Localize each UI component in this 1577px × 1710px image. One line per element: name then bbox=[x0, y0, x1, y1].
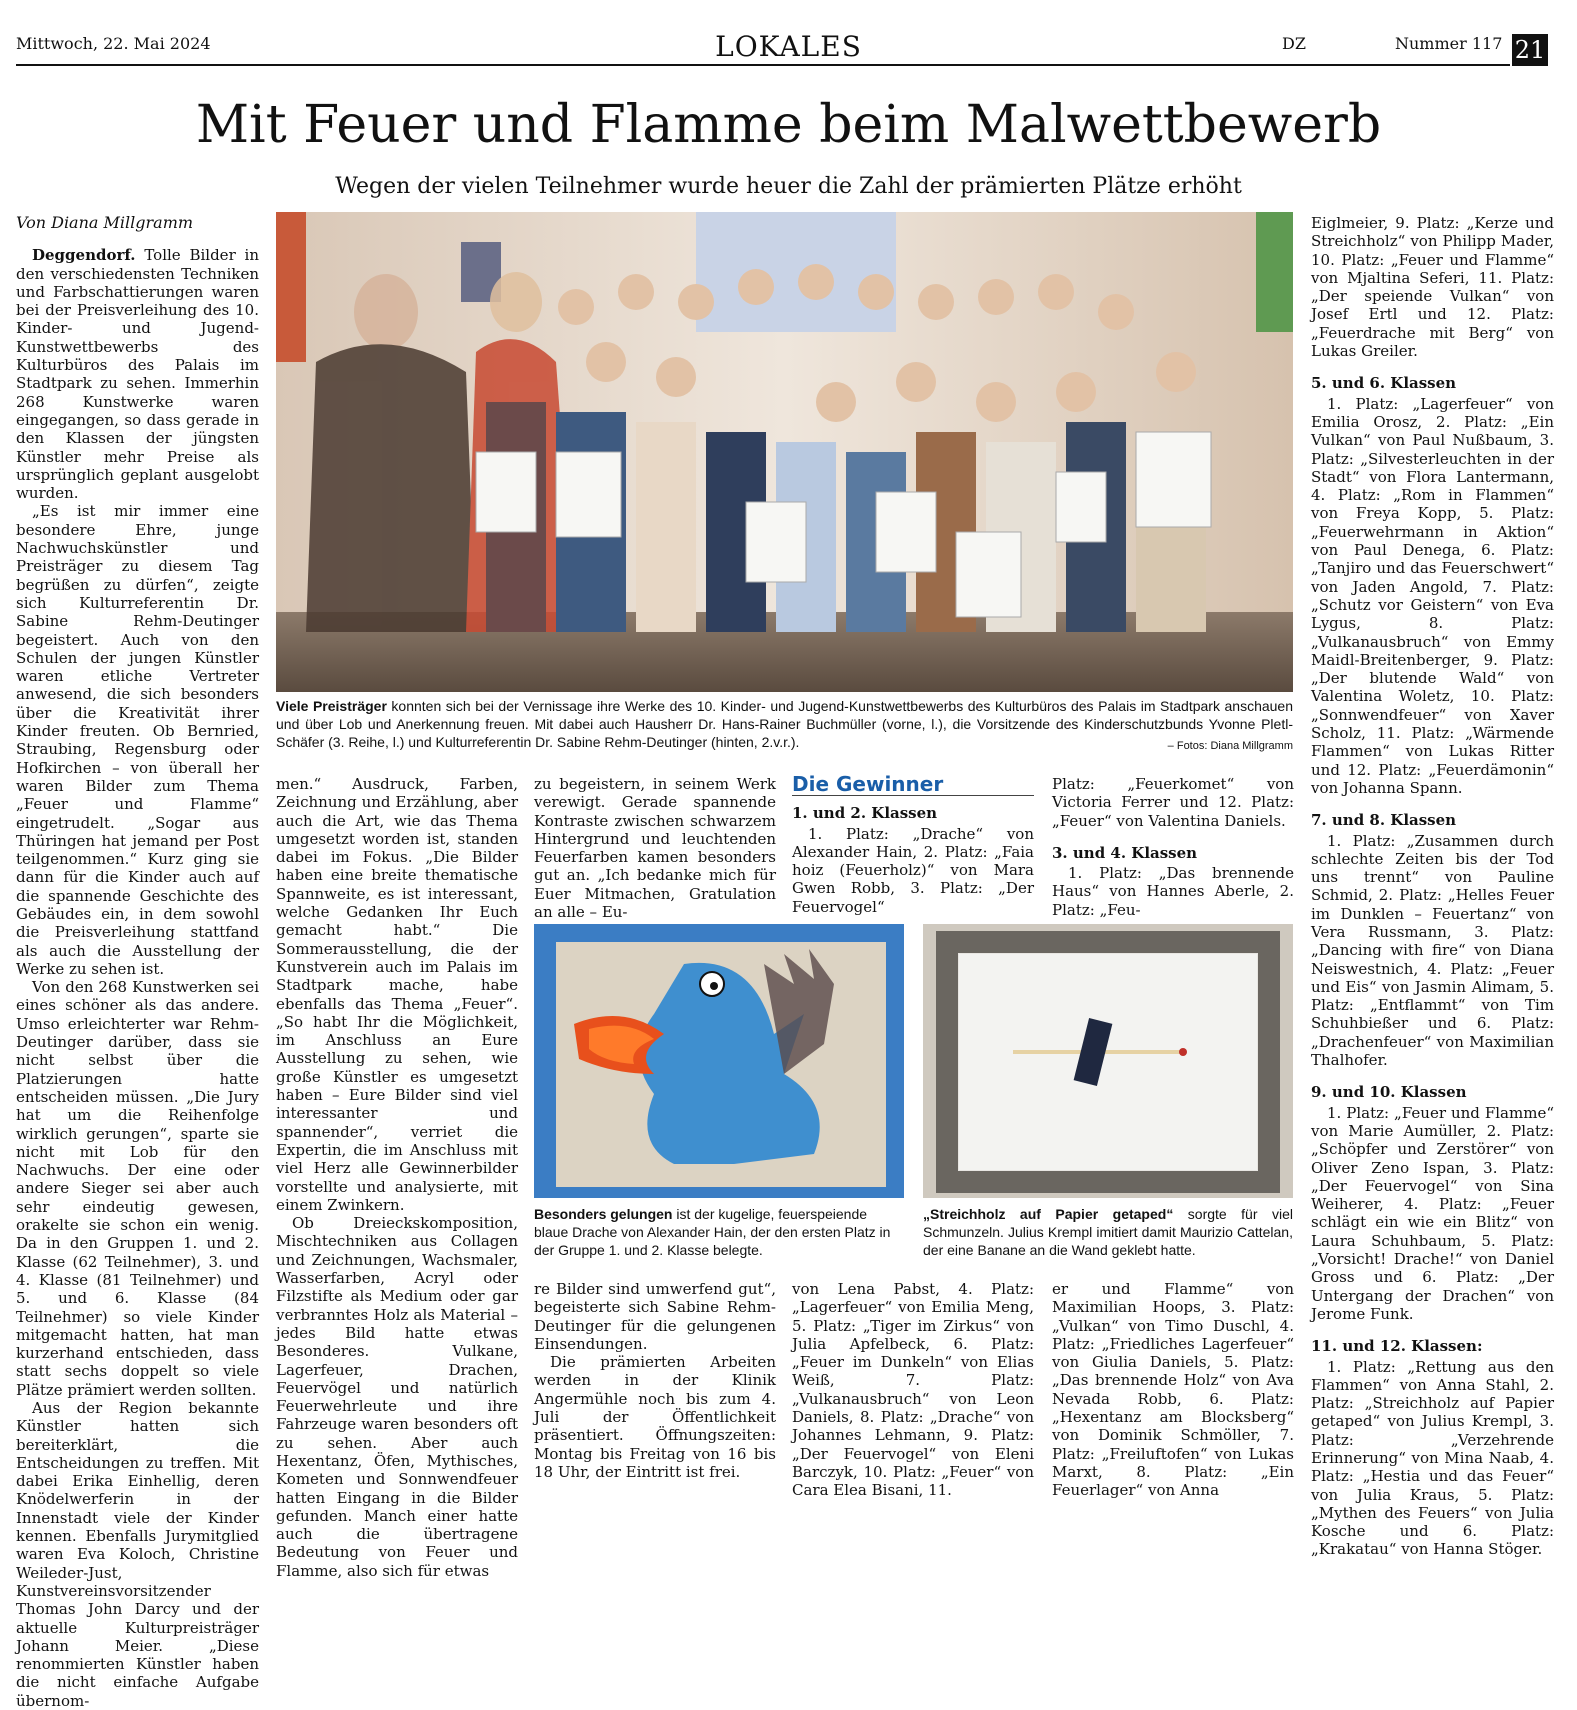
dragon-photo-caption bbox=[534, 1205, 904, 1259]
winners-box-title: Die Gewinner bbox=[792, 775, 1034, 796]
paragraph: Aus der Region bekannte Künstler hatten sich bereiterklärt, die Entscheidungen zu treffen. Mit dabei Erika Einhellig, deren Knödelwerferin in der Innenstadt viele der Kinder kennen. Ebenfalls Jurymitglied waren Eva Koloch, Christine Weileder-Just, Kunstvereinsvorsitzender Thomas John Darcy und der aktuelle Kulturpreisträger Johann Meier. „Diese renommierten Künstler haben die nicht einfache Aufgabe übernom- bbox=[16, 1399, 259, 1710]
issue-number: Nummer 117 bbox=[1395, 34, 1503, 53]
paragraph: Tolle Bilder in den verschiedensten Techniken und Farbschattierungen waren bei der Preisverleihung des 10. Kinder- und Jugend-Kunstwettbewerbs des Kulturbüros des Palais im Stadtpark zu sehen. Immerhin 268 Kunstwerke waren eingegangen, so dass gerade in den Klassen der jüngsten Künstler mehr Preise als ursprünglich geplant ausgelobt wurden. bbox=[16, 246, 259, 503]
paragraph: Ob Dreieckskomposition, Mischtechniken aus Collagen und Zeichnungen, Wachsmaler, Wasserfarben, Acryl oder Filzstifte als Medium oder gar verbranntes Holz als Material – jedes Bild hatte etwas Besonderes. Vulkane, Lagerfeuer, Drachen, Feuervögel und natürlich Feuerwehrleute und ihre Fahrzeuge waren besonders oft zu sehen. Aber auch Hexentanz, Öfen, Mythisches, Kometen und Sonnwendfeuer hatten Eingang in die Bilder gefunden. Manch einer hatte auch die übertragene Bedeutung von Feuer und Flamme, also sich für etwas bbox=[276, 1214, 518, 1580]
photo-credit: – Fotos: Diana Millgramm bbox=[1167, 740, 1293, 752]
winners-list: 1. Platz: „Lagerfeuer“ von Emilia Orosz, 2. Platz: „Ein Vulkan“ von Paul Nußbaum, 3. Platz: „Silvesterleuchten in der Stadt“ von Flora Lantermann, 4. Platz: „Rom in Flammen“ von Freya Kopp, 5. Platz: „Feuerwehrmann in Aktion“ von Paul Denega, 6. Platz: „Tanjiro und das Feuerschwert“ von Jaden Angold, 7. Platz: „Schutz vor Geistern“ von Eva Lygus, 8. Platz: „Vulkanausbruch“ von Emmy Maidl-Breitenberger, 9. Platz: „Der blutende Wald“ von Valentina Woletz, 10. Platz: „Sonnwendfeuer“ von Xaver Scholz, 11. Platz: „Wärmende Flammen“ von Lukas Ritter und 12. Platz: „Feuerdämonin“ von Johanna Spann. bbox=[1311, 394, 1554, 797]
paragraph: Die prämierten Arbeiten werden in der Klinik Angermühle noch bis zum 4. Juli der Öffentlichkeit präsentiert. Öffnungszeiten: Montag bis Freitag von 16 bis 18 Uhr, der Eintritt ist frei. bbox=[534, 1353, 776, 1481]
caption-lead: Viele Preisträger bbox=[276, 698, 387, 714]
caption-lead: Besonders gelungen bbox=[534, 1206, 673, 1222]
caption-lead: „Streichholz auf Papier getaped“ bbox=[923, 1206, 1174, 1222]
winners-list: er und Flamme“ von Maximilian Hoops, 3. Platz: „Vulkan“ von Timo Duschl, 4. Platz: „Friedliches Lagerfeuer“ von Giulia Daniels, 5. Platz: „Das brennende Holz“ von Ava Nevada Robb, 6. Platz: „Hexentanz am Blocksberg“ von Dominik Schmöller, 7. Platz: „Freiluftofen“ von Lukas Marxt, 8. Platz: „Ein Feuerlager“ von Anna bbox=[1052, 1280, 1294, 1500]
group-heading: 9. und 10. Klassen bbox=[1311, 1083, 1467, 1102]
caption-text: sorgte für viel Schmunzeln. Julius Krempl imitiert damit Maurizio Cattelan, der eine Banane an die Wand geklebt hatte. bbox=[923, 1206, 1293, 1258]
page-number: 21 bbox=[1512, 34, 1548, 66]
headline: Mit Feuer und Flamme beim Malwettbewerb bbox=[195, 95, 1382, 155]
winners-list: 1. Platz: „Feuer und Flamme“ von Marie Aumüller, 2. Platz: „Schöpfer und Zerstörer“ von Oliver Zeno Ispan, 3. Platz: „Der Feuervogel“ von Sina Weiherer, 4. Platz: „Feuer schlägt ein wie ein Blitz“ von Laura Schuhbaum, 5. Platz: „Vorsicht! Drache!“ von Daniel Gross und 6. Platz: „Der Untergang der Drachen“ von Jerome Funk. bbox=[1311, 1103, 1554, 1323]
winners-list: 1. Platz: „Zusammen durch schlechte Zeiten bis der Tod uns trennt“ von Pauline Schmid, 2. Platz: „Helles Feuer im Dunklen – Feuertanz“ von Vera Russmann, 3. Platz: „Dancing with fire“ von Diana Neiswestnich, 4. Platz: „Feuer und Eis“ von Jasmin Alimam, 5. Platz: „Entflammt“ von Tim Schuhbießer und 6. Platz: „Drachenfeuer“ von Maximilian Thalhofer. bbox=[1311, 831, 1554, 1070]
paragraph: zu begeistern, in seinem Werk verewigt. Gerade spannende Kontraste zwischen schwarzem Hintergrund und leuchtenden Feuerfarben kamen besonders gut an. „Ich bedanke mich für Euer Mitmachen, Gratulation an alle – Eu- bbox=[534, 775, 776, 922]
article-column-3-top bbox=[534, 775, 776, 922]
winners-list: 1. Platz: „Drache“ von Alexander Hain, 2. Platz: „Faia hoiz (Feuerholz)“ von Mara Gwen Robb, 3. Platz: „Der Feuervogel“ bbox=[792, 824, 1034, 916]
winners-list: von Lena Pabst, 4. Platz: „Lagerfeuer“ von Emilia Meng, 5. Platz: „Tiger im Zirkus“ von Julia Apfelbeck, 6. Platz: „Feuer im Dunkeln“ von Elias Weiß, 7. Platz: „Vulkanausbruch“ von Leon Daniels, 8. Platz: „Drache“ von Johannes Lehmann, 9. Platz: „Der Feuervogel“ von Eleni Barczyk, 10. Platz: „Feuer“ von Cara Elea Bisani, 11. bbox=[792, 1280, 1034, 1500]
winners-box-col-d bbox=[1052, 1280, 1294, 1504]
winners-list: 1. Platz: „Das brennende Haus“ von Hannes Aberle, 2. Platz: „Feu- bbox=[1052, 864, 1294, 919]
issue-date: Mittwoch, 22. Mai 2024 bbox=[16, 34, 211, 53]
group-heading: 5. und 6. Klassen bbox=[1311, 374, 1457, 393]
group-heading: 3. und 4. Klassen bbox=[1052, 843, 1198, 862]
paper-abbrev: DZ bbox=[1282, 34, 1306, 53]
matchstick-artwork-photo bbox=[923, 924, 1293, 1198]
caption-text: konnten sich bei der Vernissage ihre Werke des 10. Kinder- und Jugend-Kunstwettbewerbs des Kulturbüros des Palais im Stadtpark anschauen und über Lob und Anerkennung freuen. Mit dabei auch Hausherr Dr. Hans-Rainer Buchmüller (vorne, l.), die Vorsitzende des Kinderschutzbunds Yvonne Pletl-Schäfer (3. Reihe, l.) und Kulturreferentin Dr. Sabine Rehm-Deutinger (hinten, 2.v.r.). bbox=[276, 698, 1293, 750]
group-heading: 1. und 2. Klassen bbox=[792, 804, 938, 823]
group-heading: 7. und 8. Klassen bbox=[1311, 811, 1457, 830]
byline: Von Diana Millgramm bbox=[16, 213, 194, 232]
paragraph: re Bilder sind umwerfend gut“, begeisterte sich Sabine Rehm-Deutinger für die gelungenen Einsendungen. bbox=[534, 1280, 776, 1353]
paragraph: Von den 268 Kunstwerken sei eines schöner als das andere. Umso erleichterter war Rehm-Deutinger darüber, dass sie nicht selbst über die Platzierungen hatte entscheiden müssen. „Die Jury hat um die Reihenfolge wirklich gerungen“, sparte sie nicht mit Lob für den Nachwuchs. Der eine oder andere Sieger sei aber auch sehr eindeutig gewesen, orakelte sie schon ein wenig. Da in den Gruppen 1. und 2. Klasse (62 Teilnehmer), 3. und 4. Klasse (81 Teilnehmer) und 5. und 6. Klasse (84 Teilnehmer) so viele Kinder mitgemacht hatten, hat man kurzerhand entschieden, dass statt sechs doppelt so viele Plätze prämiert werden sollten. bbox=[16, 978, 259, 1399]
winners-box-col-a bbox=[792, 772, 1034, 916]
winners-list: 1. Platz: „Rettung aus den Flammen“ von Anna Stahl, 2. Platz: „Streichholz auf Papier getaped“ von Julius Krempl, 3. Platz: „Verzehrende Erinnerung“ von Mina Naab, 4. Platz: „Hestia und das Feuer“ von Julia Kraus, 5. Platz: „Mythen des Feuers“ von Julia Kosche und 6. Platz: „Krakatau“ von Hanna Stöger. bbox=[1311, 1357, 1554, 1559]
dragon-drawing-photo bbox=[534, 924, 904, 1198]
group-photo bbox=[276, 212, 1293, 692]
article-column-3-bottom bbox=[534, 1280, 776, 1504]
paragraph: „Es ist mir immer eine besondere Ehre, junge Nachwuchskünstler und Preisträger zu diesem Tag begrüßen zu dürfen“, zeigte sich Kulturreferentin Dr. Sabine Rehm-Deutinger begeistert. Auch von den Schulen der jungen Künstler waren etliche Vertreter anwesend, die sich besonders über die Kreativität ihrer Kinder freuten. Ob Bernried, Straubing, Regensburg oder Hofkirchen – von überall her waren Bilder zum Thema „Feuer und Flamme“ eingetrudelt. „Sogar aus Thüringen hat jemand per Post teilgenommen.“ Kurz ging sie dann für die Kinder auch auf die spannende Geschichte des Gebäudes ein, in dem sowohl die Preisverleihung stattfand als auch die Ausstellung der Werke zu sehen ist. bbox=[16, 502, 259, 978]
header-rule bbox=[16, 64, 1510, 66]
dateline: Deggendorf. bbox=[32, 246, 136, 265]
article-column-1 bbox=[16, 213, 259, 1710]
winners-box-col-b bbox=[1052, 775, 1294, 919]
winners-box-col-c bbox=[792, 1280, 1034, 1504]
winners-list: Platz: „Feuerkomet“ von Victoria Ferrer und 12. Platz: „Feuer“ von Valentina Daniels. bbox=[1052, 775, 1294, 830]
winners-right-column bbox=[1311, 214, 1554, 1559]
matchstick-photo-caption bbox=[923, 1205, 1293, 1259]
article-column-2 bbox=[276, 775, 518, 1580]
winners-list: Eiglmeier, 9. Platz: „Kerze und Streichholz“ von Philipp Mader, 10. Platz: „Feuer und Flamme“ von Mjaltina Seferi, 11. Platz: „Der speiende Vulkan“ von Josef Ertl und 12. Platz: „Feuerdrache mit Berg“ von Lukas Greiler. bbox=[1311, 214, 1554, 361]
subheadline: Wegen der vielen Teilnehmer wurde heuer die Zahl der prämierten Plätze erhöht bbox=[335, 174, 1242, 199]
paragraph: men.“ Ausdruck, Farben, Zeichnung und Erzählung, aber auch die Art, wie das Thema umgesetzt worden ist, standen dabei im Fokus. „Die Bilder haben eine breite thematische Spannweite, es ist interessant, welche Gedanken Ihr Euch gemacht habt.“ Die Sommerausstellung, die der Kunstverein auch im Palais im Stadtpark mache, habe ebenfalls das Thema „Feuer“. „So habt Ihr die Möglichkeit, im Anschluss an Eure Ausstellung zu sehen, wie große Künstler es umgesetzt haben – Eure Bilder sind viel interessanter und spannender“, verriet die Expertin, die im Anschluss mit viel Herz alle Gewinnerbilder vorstellte und analysierte, mit einem Zwinkern. bbox=[276, 775, 518, 1214]
group-heading: 11. und 12. Klassen: bbox=[1311, 1337, 1483, 1356]
caption-text: ist der kugelige, feuerspeiende blaue Drache von Alexander Hain, der den ersten Platz in der Gruppe 1. und 2. Klasse belegte. bbox=[534, 1206, 891, 1258]
section-title: LOKALES bbox=[715, 30, 862, 63]
